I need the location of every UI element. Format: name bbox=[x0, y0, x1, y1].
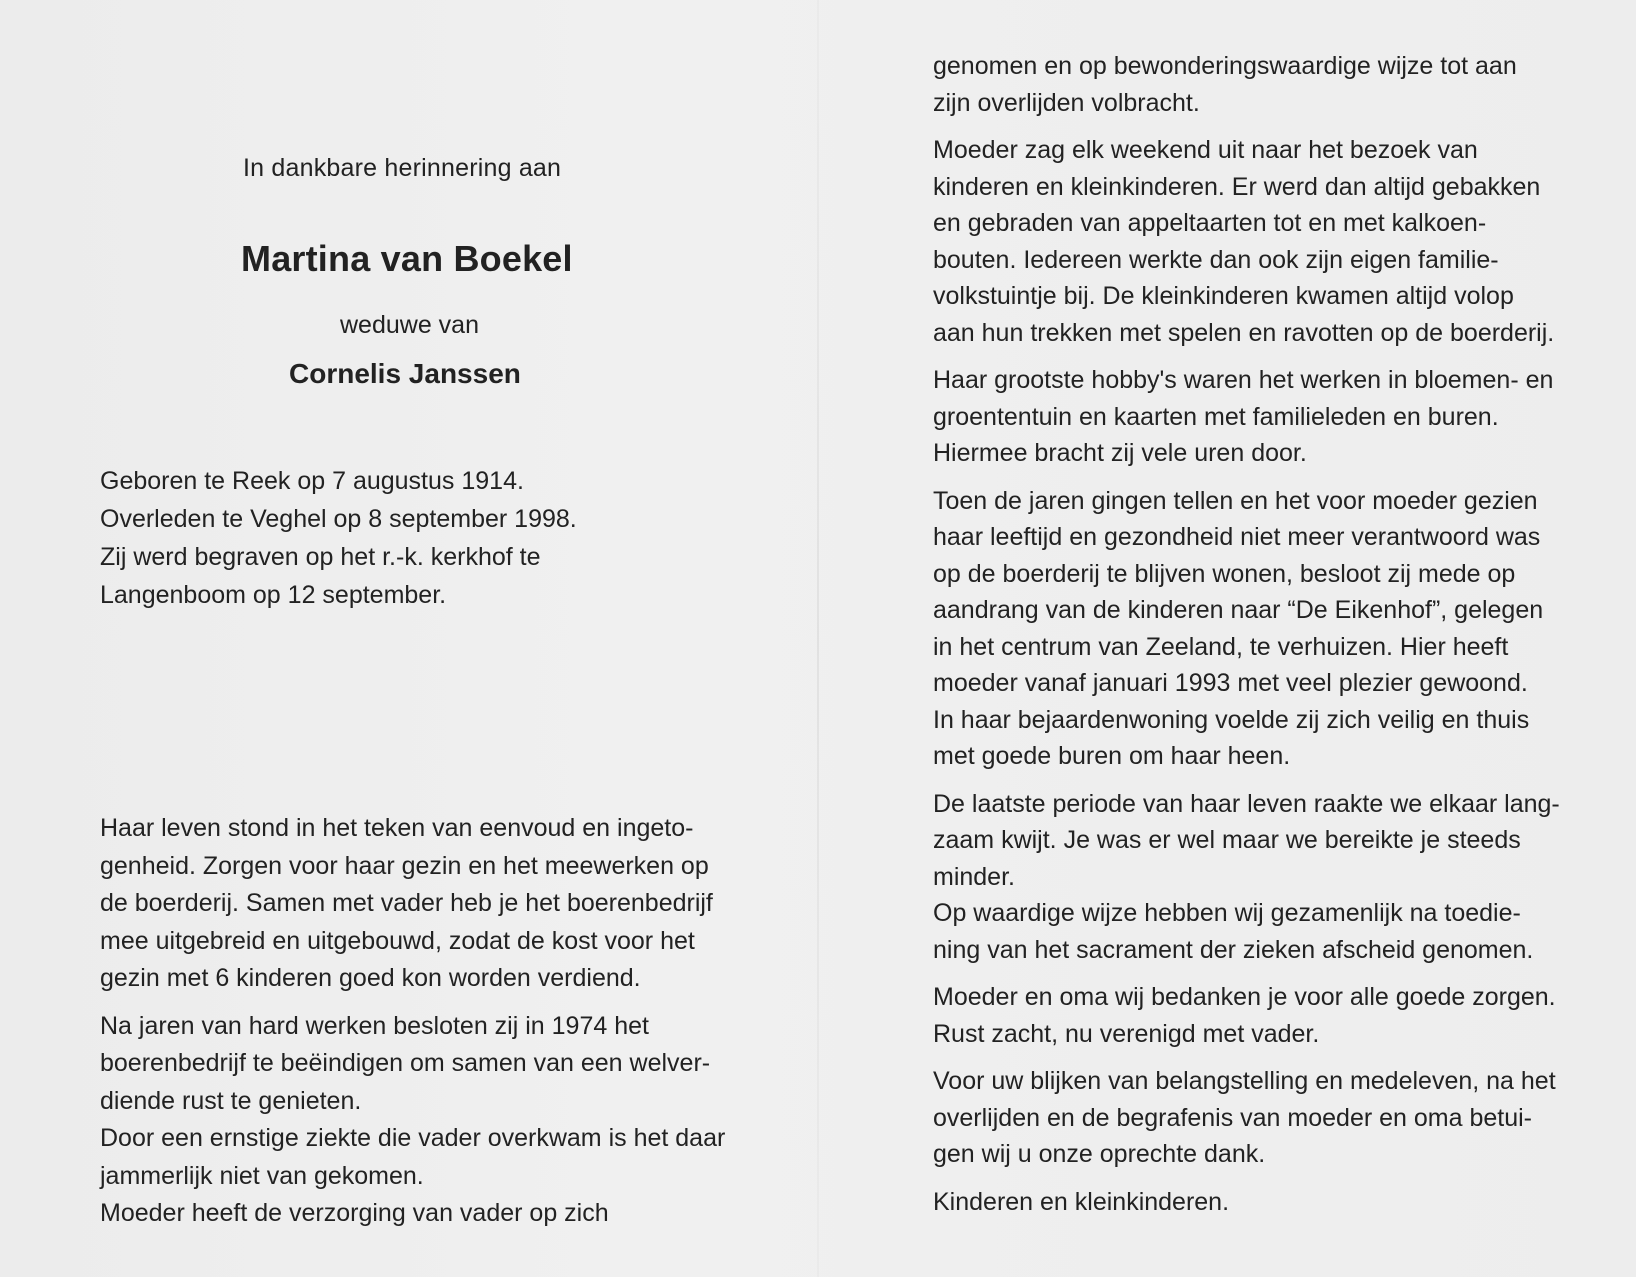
text-line: Toen de jaren gingen tellen en het voor moeder gezien bbox=[933, 486, 1538, 515]
text-line: aandrang van de kinderen naar “De Eikenhof”, gelegen bbox=[933, 596, 1544, 624]
right-text bbox=[933, 48, 1560, 1231]
text-line: Rust zacht, nu verenigd met vader. bbox=[933, 1019, 1320, 1048]
story-line: Moeder heeft de verzorging van vader op zich bbox=[100, 1199, 609, 1227]
paragraph bbox=[933, 483, 1560, 775]
story-line: diende rust te genieten. bbox=[100, 1086, 362, 1115]
text-line: met goede buren om haar heen. bbox=[933, 742, 1291, 770]
paragraph bbox=[933, 48, 1560, 121]
story-line: mee uitgebreid en uitgebouwd, zodat de kost voor het bbox=[100, 926, 695, 955]
deceased-name: Martina van Boekel bbox=[241, 238, 573, 279]
story-line: gezin met 6 kinderen goed kon worden verdiend. bbox=[100, 964, 641, 992]
text-line: en gebraden van appeltaarten tot en met kalkoen- bbox=[933, 209, 1487, 237]
text-line: in het centrum van Zeeland, te verhuizen. Hier heeft bbox=[933, 632, 1509, 661]
story-line: Na jaren van hard werken besloten zij in 1974 het bbox=[100, 1011, 649, 1040]
story-line: boerenbedrijf te beëindigen om samen van een welver- bbox=[100, 1049, 711, 1077]
right-page bbox=[818, 0, 1636, 1277]
story-line: de boerderij. Samen met vader heb je het boerenbedrijf bbox=[100, 889, 713, 917]
story-line: Haar leven stond in het teken van eenvoud en ingeto- bbox=[100, 814, 694, 842]
intro-line: In dankbare herinnering aan bbox=[243, 154, 562, 182]
text-line: Haar grootste hobby's waren het werken in bloemen- en bbox=[933, 366, 1554, 394]
story-line: Door een ernstige ziekte die vader overkwam is het daar bbox=[100, 1124, 726, 1152]
text-line: In haar bejaardenwoning voelde zij zich veilig en thuis bbox=[933, 705, 1530, 734]
signature-line: Kinderen en kleinkinderen. bbox=[933, 1187, 1230, 1216]
text-line: volkstuintje bij. De kleinkinderen kwamen altijd volop bbox=[933, 282, 1514, 310]
spouse-name: Cornelis Janssen bbox=[289, 358, 521, 389]
paragraph bbox=[933, 132, 1560, 351]
text-line: overlijden en de begrafenis van moeder en oma betui- bbox=[933, 1103, 1532, 1132]
paragraph bbox=[933, 362, 1560, 472]
text-line: kinderen en kleinkinderen. Er werd dan altijd gebakken bbox=[933, 172, 1541, 201]
story-line: jammerlijk niet van gekomen. bbox=[100, 1161, 424, 1190]
life-story bbox=[100, 810, 725, 1233]
story-line: genheid. Zorgen voor haar gezin en het meewerken op bbox=[100, 851, 709, 880]
text-line: op de boerderij te blijven wonen, besloot zij mede op bbox=[933, 559, 1516, 588]
life-facts bbox=[100, 462, 577, 614]
text-line: ning van het sacrament der zieken afscheid genomen. bbox=[933, 935, 1534, 964]
text-line: Moeder zag elk weekend uit naar het bezoek van bbox=[933, 136, 1478, 164]
text-line: Voor uw blijken van belangstelling en medeleven, na het bbox=[933, 1067, 1556, 1095]
paragraph bbox=[933, 979, 1560, 1052]
burial-line: Zij werd begraven op het r.-k. kerkhof te bbox=[100, 543, 541, 571]
text-line: De laatste periode van haar leven raakte we elkaar lang- bbox=[933, 789, 1560, 818]
paragraph bbox=[933, 1063, 1560, 1173]
paragraph bbox=[933, 786, 1560, 969]
birth-line: Geboren te Reek op 7 augustus 1914. bbox=[100, 467, 524, 495]
death-line: Overleden te Veghel op 8 september 1998. bbox=[100, 505, 577, 533]
text-line: genomen en op bewonderingswaardige wijze tot aan bbox=[933, 52, 1517, 80]
paragraph bbox=[933, 1184, 1560, 1221]
text-line: gen wij u onze oprechte dank. bbox=[933, 1140, 1266, 1168]
text-line: moeder vanaf januari 1993 met veel plezier gewoond. bbox=[933, 669, 1528, 697]
burial-line: Langenboom op 12 september. bbox=[100, 581, 447, 609]
text-line: minder. bbox=[933, 862, 1015, 891]
text-line: Hiermee bracht zij vele uren door. bbox=[933, 439, 1307, 467]
text-line: aan hun trekken met spelen en ravotten op de boerderij. bbox=[933, 318, 1555, 347]
widow-of-line: weduwe van bbox=[340, 311, 479, 339]
text-line: Moeder en oma wij bedanken je voor alle goede zorgen. bbox=[933, 983, 1556, 1011]
text-line: Op waardige wijze hebben wij gezamenlijk na toedie- bbox=[933, 899, 1521, 927]
text-line: groententuin en kaarten met familieleden en buren. bbox=[933, 402, 1499, 431]
text-line: zaam kwijt. Je was er wel maar we bereikte je steeds bbox=[933, 826, 1521, 854]
text-line: bouten. Iedereen werkte dan ook zijn eigen familie- bbox=[933, 245, 1499, 274]
text-line: haar leeftijd en gezondheid niet meer verantwoord was bbox=[933, 523, 1541, 551]
text-line: zijn overlijden volbracht. bbox=[933, 88, 1200, 117]
